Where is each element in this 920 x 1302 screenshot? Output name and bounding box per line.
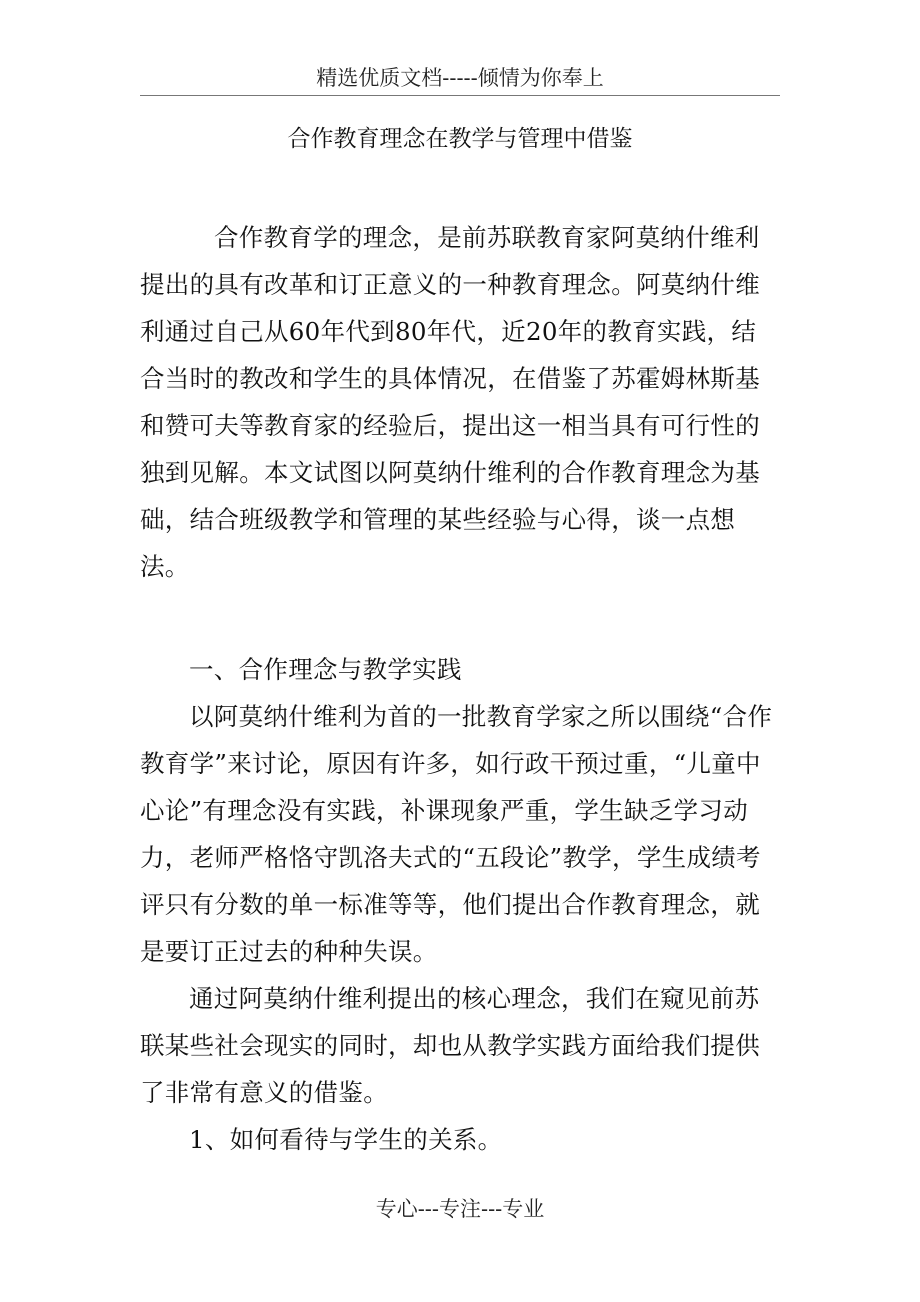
subsection-heading: 1、如何看待与学生的关系。 <box>189 1125 503 1154</box>
header-divider <box>140 95 780 96</box>
body-paragraph: 通过阿莫纳什维利提出的核心理念，我们在窥见前苏联某些社会现实的同时，却也从教学实践方面给我们提供了非常有意义的借鉴。 <box>140 984 760 1107</box>
intro-paragraph: 合作教育学的理念，是前苏联教育家阿莫纳什维利提出的具有改革和订正意义的一种教育理念。阿莫纳什维利通过自己从60年代到80年代，近20年的教育实践，结合当时的教改和学生的具体情况，在借鉴了苏霍姆林斯基和赞可夫等教育家的经验后，提出这一相当具有可行性的独到见解。本文试图以阿莫纳什维利的合作教育理念为基础，结合班级教学和管理的某些经验与心得，谈一点想法。 <box>140 223 760 581</box>
body-paragraph: 以阿莫纳什维利为首的一批教育学家之所以围绕“合作教育学”来讨论，原因有许多，如行政干预过重，“儿童中心论”有理念没有实践，补课现象严重，学生缺乏学习动力，老师严格恪守凯洛夫式的“五段论”教学，学生成绩考评只有分数的单一标准等等，他们提出合作教育理念，就是要订正过去的种种失误。 <box>140 702 773 966</box>
section-heading: 一、合作理念与教学实践 <box>189 655 462 684</box>
page-footer: 专心---专注---专业 <box>375 1197 545 1221</box>
page-header: 精选优质文档-----倾情为你奉上 <box>316 66 604 90</box>
document-title: 合作教育理念在教学与管理中借鉴 <box>287 126 633 152</box>
